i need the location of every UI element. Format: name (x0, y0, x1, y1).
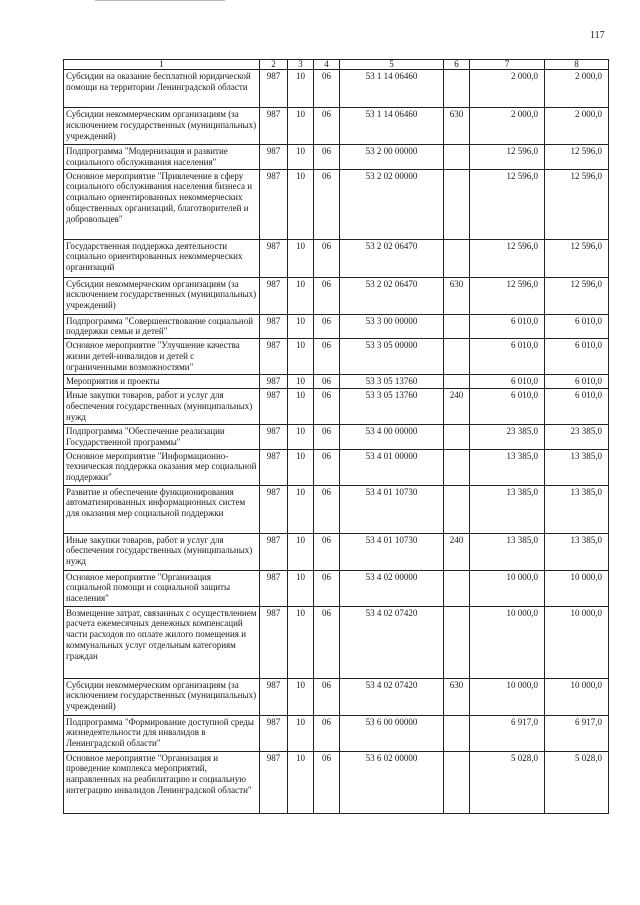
row-amount-year1-cell: 6 917,0 (470, 715, 545, 751)
row-target-article-cell: 53 3 00 00000 (340, 314, 444, 339)
row-amount-year2-cell: 13 385,0 (545, 485, 609, 533)
row-amount-year2-cell: 6 917,0 (545, 715, 609, 751)
row-subsection-cell: 06 (314, 388, 340, 424)
row-expense-type-cell (444, 375, 470, 389)
row-name-cell: Мероприятия и проекты (64, 375, 260, 389)
row-subsection-cell: 06 (314, 606, 340, 678)
scan-top-mark (95, 0, 225, 1)
row-ministry-code-cell: 987 (260, 678, 288, 715)
row-expense-type-cell (444, 145, 470, 170)
row-subsection-cell: 06 (314, 108, 340, 145)
row-subsection-cell: 06 (314, 375, 340, 389)
header-cell: 4 (314, 60, 340, 70)
row-section-cell: 10 (288, 678, 314, 715)
table-row (64, 751, 609, 813)
row-expense-type-cell (444, 339, 470, 375)
table-row (64, 314, 609, 339)
table-row (64, 606, 609, 678)
row-name-cell: Основное мероприятие "Привлечение в сферу социального обслуживания населения бизнеса и социально ориентированных некоммерческих общественных организаций, благотворителей и добровольцев" (64, 169, 260, 239)
header-cell: 3 (288, 60, 314, 70)
row-subsection-cell: 06 (314, 570, 340, 606)
row-section-cell: 10 (288, 339, 314, 375)
row-expense-type-cell (444, 314, 470, 339)
row-amount-year2-cell: 12 596,0 (545, 277, 609, 314)
row-amount-year2-cell: 10 000,0 (545, 570, 609, 606)
row-amount-year1-cell: 13 385,0 (470, 449, 545, 485)
row-expense-type-cell (444, 449, 470, 485)
table-row (64, 277, 609, 314)
row-amount-year2-cell: 23 385,0 (545, 424, 609, 449)
row-ministry-code-cell: 987 (260, 485, 288, 533)
row-name-cell: Субсидии некоммерческим организациям (за исключением государственных (муниципальных) учреждений) (64, 108, 260, 145)
row-name-cell: Иные закупки товаров, работ и услуг для обеспечения государственных (муниципальных) нужд (64, 533, 260, 570)
row-subsection-cell: 06 (314, 533, 340, 570)
row-ministry-code-cell: 987 (260, 277, 288, 314)
row-name-cell: Иные закупки товаров, работ и услуг для обеспечения государственных (муниципальных) нужд (64, 388, 260, 424)
row-name-cell: Развитие и обеспечение функционирования автоматизированных информационных систем для оказания мер социальной поддержки (64, 485, 260, 533)
row-subsection-cell: 06 (314, 169, 340, 239)
table-row (64, 485, 609, 533)
row-target-article-cell: 53 3 05 00000 (340, 339, 444, 375)
row-expense-type-cell (444, 606, 470, 678)
row-target-article-cell: 53 2 02 00000 (340, 169, 444, 239)
row-amount-year1-cell: 12 596,0 (470, 277, 545, 314)
row-amount-year1-cell: 2 000,0 (470, 70, 545, 108)
row-amount-year2-cell: 10 000,0 (545, 606, 609, 678)
row-name-cell: Основное мероприятие "Организация и проведение комплекса мероприятий, направленных на реабилитацию и социальную интеграцию инвалидов Ленинградской области" (64, 751, 260, 813)
row-expense-type-cell: 630 (444, 678, 470, 715)
row-expense-type-cell: 630 (444, 277, 470, 314)
row-section-cell: 10 (288, 751, 314, 813)
row-ministry-code-cell: 987 (260, 606, 288, 678)
row-name-cell: Подпрограмма "Совершенствование социальной поддержки семьи и детей" (64, 314, 260, 339)
header-cell: 5 (340, 60, 444, 70)
row-amount-year1-cell: 12 596,0 (470, 239, 545, 277)
row-section-cell: 10 (288, 314, 314, 339)
row-target-article-cell: 53 4 02 07420 (340, 678, 444, 715)
row-amount-year2-cell: 6 010,0 (545, 388, 609, 424)
row-expense-type-cell (444, 424, 470, 449)
row-section-cell: 10 (288, 388, 314, 424)
row-name-cell: Подпрограмма "Обеспечение реализации Государственной программы" (64, 424, 260, 449)
row-amount-year1-cell: 6 010,0 (470, 388, 545, 424)
row-name-cell: Подпрограмма "Модернизация и развитие социального обслуживания населения" (64, 145, 260, 170)
row-section-cell: 10 (288, 570, 314, 606)
row-subsection-cell: 06 (314, 449, 340, 485)
row-subsection-cell: 06 (314, 145, 340, 170)
row-expense-type-cell (444, 485, 470, 533)
row-ministry-code-cell: 987 (260, 570, 288, 606)
row-ministry-code-cell: 987 (260, 533, 288, 570)
row-name-cell: Субсидии на оказание бесплатной юридической помощи на территории Ленинградской области (64, 70, 260, 108)
table-row (64, 715, 609, 751)
table-body (64, 70, 609, 814)
row-section-cell: 10 (288, 169, 314, 239)
row-target-article-cell: 53 4 00 00000 (340, 424, 444, 449)
row-subsection-cell: 06 (314, 339, 340, 375)
row-expense-type-cell (444, 715, 470, 751)
row-ministry-code-cell: 987 (260, 751, 288, 813)
row-subsection-cell: 06 (314, 277, 340, 314)
table-row (64, 339, 609, 375)
row-ministry-code-cell: 987 (260, 449, 288, 485)
row-amount-year1-cell: 6 010,0 (470, 314, 545, 339)
row-section-cell: 10 (288, 239, 314, 277)
row-expense-type-cell (444, 169, 470, 239)
table-row (64, 678, 609, 715)
row-section-cell: 10 (288, 277, 314, 314)
row-subsection-cell: 06 (314, 715, 340, 751)
row-expense-type-cell (444, 751, 470, 813)
table-row (64, 533, 609, 570)
row-target-article-cell: 53 1 14 06460 (340, 70, 444, 108)
table-row (64, 145, 609, 170)
row-expense-type-cell (444, 570, 470, 606)
row-target-article-cell: 53 6 00 00000 (340, 715, 444, 751)
row-section-cell: 10 (288, 533, 314, 570)
row-amount-year2-cell: 6 010,0 (545, 314, 609, 339)
row-name-cell: Возмещение затрат, связанных с осуществлением расчета ежемесячных денежных компенсаций части расходов по оплате жилого помещения и коммунальных услуг отдельным категориям граждан (64, 606, 260, 678)
row-subsection-cell: 06 (314, 314, 340, 339)
row-subsection-cell: 06 (314, 485, 340, 533)
row-ministry-code-cell: 987 (260, 375, 288, 389)
row-section-cell: 10 (288, 485, 314, 533)
row-target-article-cell: 53 1 14 06460 (340, 108, 444, 145)
row-amount-year1-cell: 6 010,0 (470, 339, 545, 375)
row-amount-year2-cell: 6 010,0 (545, 375, 609, 389)
row-section-cell: 10 (288, 715, 314, 751)
row-amount-year2-cell: 6 010,0 (545, 339, 609, 375)
row-subsection-cell: 06 (314, 678, 340, 715)
table-row (64, 70, 609, 108)
row-name-cell: Субсидии некоммерческим организациям (за исключением государственных (муниципальных) учреждений) (64, 277, 260, 314)
row-target-article-cell: 53 4 02 00000 (340, 570, 444, 606)
row-subsection-cell: 06 (314, 70, 340, 108)
row-section-cell: 10 (288, 145, 314, 170)
row-target-article-cell: 53 4 02 07420 (340, 606, 444, 678)
header-cell: 7 (470, 60, 545, 70)
row-target-article-cell: 53 2 02 06470 (340, 239, 444, 277)
row-ministry-code-cell: 987 (260, 339, 288, 375)
row-ministry-code-cell: 987 (260, 314, 288, 339)
row-ministry-code-cell: 987 (260, 388, 288, 424)
row-ministry-code-cell: 987 (260, 424, 288, 449)
row-expense-type-cell: 240 (444, 388, 470, 424)
row-name-cell: Подпрограмма "Формирование доступной среды жизнедеятельности для инвалидов в Ленинградской области" (64, 715, 260, 751)
row-subsection-cell: 06 (314, 424, 340, 449)
budget-table (63, 59, 609, 814)
table-row (64, 375, 609, 389)
table-header-row (64, 60, 609, 70)
row-expense-type-cell (444, 70, 470, 108)
row-amount-year1-cell: 13 385,0 (470, 533, 545, 570)
row-section-cell: 10 (288, 449, 314, 485)
table-row (64, 239, 609, 277)
row-amount-year1-cell: 10 000,0 (470, 678, 545, 715)
row-amount-year2-cell: 2 000,0 (545, 70, 609, 108)
row-amount-year2-cell: 12 596,0 (545, 239, 609, 277)
row-section-cell: 10 (288, 375, 314, 389)
row-subsection-cell: 06 (314, 751, 340, 813)
row-amount-year1-cell: 10 000,0 (470, 606, 545, 678)
row-amount-year1-cell: 13 385,0 (470, 485, 545, 533)
table-row (64, 570, 609, 606)
row-amount-year1-cell: 23 385,0 (470, 424, 545, 449)
row-amount-year2-cell: 12 596,0 (545, 169, 609, 239)
row-target-article-cell: 53 6 02 00000 (340, 751, 444, 813)
row-amount-year1-cell: 12 596,0 (470, 145, 545, 170)
header-cell: 1 (64, 60, 260, 70)
row-name-cell: Субсидии некоммерческим организациям (за исключением государственных (муниципальных) учреждений) (64, 678, 260, 715)
row-amount-year2-cell: 13 385,0 (545, 449, 609, 485)
table-row (64, 108, 609, 145)
row-section-cell: 10 (288, 424, 314, 449)
row-ministry-code-cell: 987 (260, 70, 288, 108)
row-ministry-code-cell: 987 (260, 169, 288, 239)
row-target-article-cell: 53 4 01 00000 (340, 449, 444, 485)
row-amount-year2-cell: 12 596,0 (545, 145, 609, 170)
row-section-cell: 10 (288, 108, 314, 145)
table-row (64, 449, 609, 485)
row-target-article-cell: 53 4 01 10730 (340, 533, 444, 570)
header-cell: 2 (260, 60, 288, 70)
row-amount-year2-cell: 13 385,0 (545, 533, 609, 570)
header-cell: 6 (444, 60, 470, 70)
row-section-cell: 10 (288, 70, 314, 108)
row-amount-year2-cell: 5 028,0 (545, 751, 609, 813)
row-name-cell: Основное мероприятие "Информационно-техническая поддержка оказания мер социальной поддержки" (64, 449, 260, 485)
row-section-cell: 10 (288, 606, 314, 678)
row-target-article-cell: 53 2 00 00000 (340, 145, 444, 170)
table-row (64, 388, 609, 424)
row-target-article-cell: 53 4 01 10730 (340, 485, 444, 533)
row-amount-year1-cell: 12 596,0 (470, 169, 545, 239)
page-number: 117 (590, 30, 605, 41)
row-expense-type-cell: 240 (444, 533, 470, 570)
row-expense-type-cell (444, 239, 470, 277)
row-name-cell: Основное мероприятие "Улучшение качества жизни детей-инвалидов и детей с ограниченными возможностями" (64, 339, 260, 375)
row-amount-year1-cell: 5 028,0 (470, 751, 545, 813)
row-amount-year1-cell: 2 000,0 (470, 108, 545, 145)
row-ministry-code-cell: 987 (260, 239, 288, 277)
row-name-cell: Основное мероприятие "Организация социальной помощи и социальной защиты населения" (64, 570, 260, 606)
row-amount-year1-cell: 10 000,0 (470, 570, 545, 606)
row-amount-year2-cell: 10 000,0 (545, 678, 609, 715)
row-target-article-cell: 53 3 05 13760 (340, 388, 444, 424)
row-ministry-code-cell: 987 (260, 108, 288, 145)
row-target-article-cell: 53 3 05 13760 (340, 375, 444, 389)
row-expense-type-cell: 630 (444, 108, 470, 145)
row-amount-year2-cell: 2 000,0 (545, 108, 609, 145)
row-ministry-code-cell: 987 (260, 145, 288, 170)
row-amount-year1-cell: 6 010,0 (470, 375, 545, 389)
table-row (64, 424, 609, 449)
row-target-article-cell: 53 2 02 06470 (340, 277, 444, 314)
row-ministry-code-cell: 987 (260, 715, 288, 751)
row-name-cell: Государственная поддержка деятельности социально ориентированных некоммерческих организаций (64, 239, 260, 277)
header-cell: 8 (545, 60, 609, 70)
table-row (64, 169, 609, 239)
row-subsection-cell: 06 (314, 239, 340, 277)
